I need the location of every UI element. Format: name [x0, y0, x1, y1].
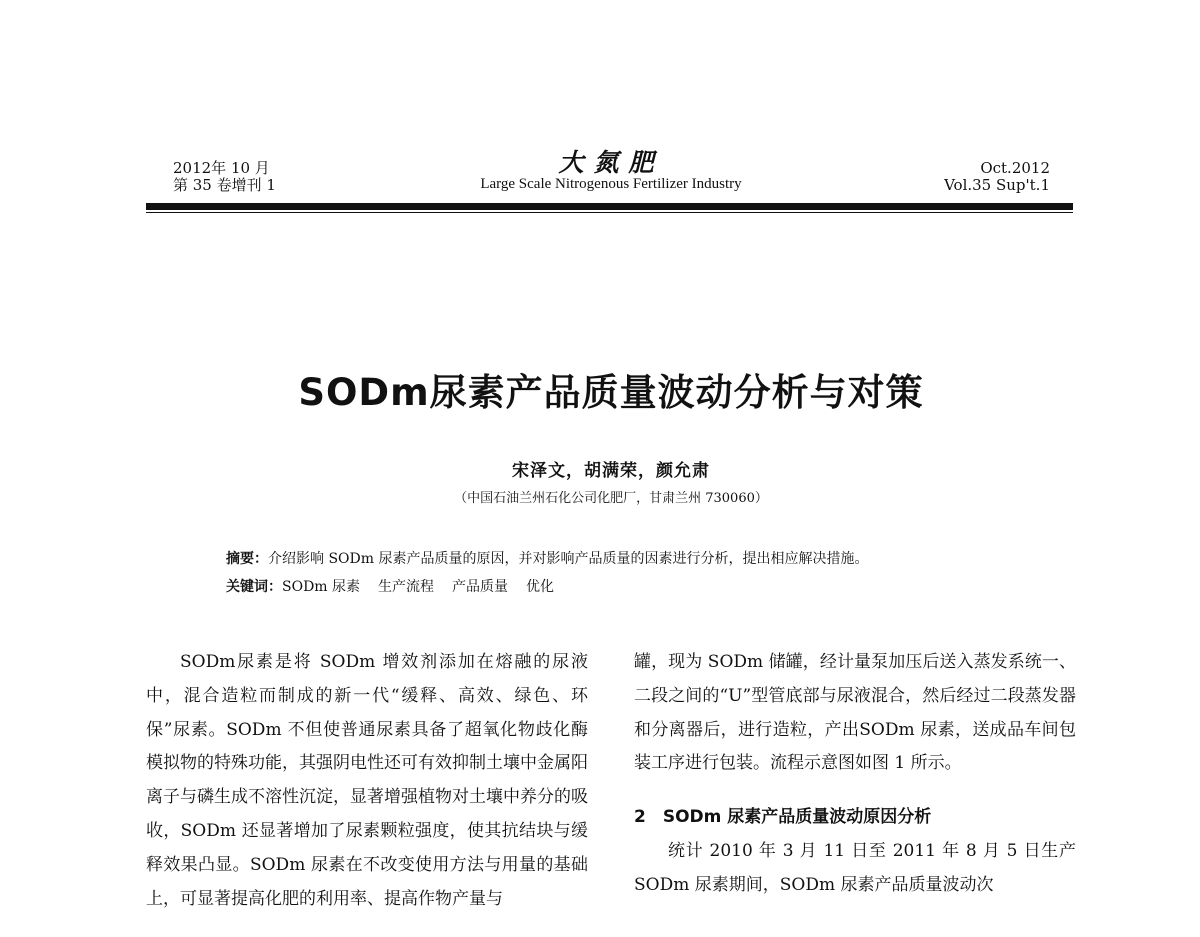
journal-logo: 大氮肥 — [558, 148, 664, 177]
abstract-block — [226, 545, 868, 601]
section-heading: 2 SODm 尿素产品质量波动原因分析 — [634, 807, 932, 828]
keyword: 优化 — [526, 579, 555, 595]
header-date-en: Oct.2012 — [980, 159, 1050, 177]
body-paragraph: 罐，现为 SODm 储罐，经计量泵加压后送入蒸发系统一、二段之间的“U”型管底部与尿液混合，然后经过二段蒸发器和分离器后，进行造粒，产出SODm 尿素，送成品车间包装工序进行包装。流程示意图如图 1 所示。 — [634, 652, 1076, 774]
article-title: SODm尿素产品质量波动分析与对策 — [298, 371, 924, 414]
keyword: 生产流程 — [378, 579, 435, 595]
article-authors: 宋泽文，胡满荣，颜允肃 — [512, 461, 710, 481]
header-issue-info-en — [944, 160, 1050, 194]
abstract-label: 摘要： — [226, 551, 268, 567]
header-date: 2012年 10 月 — [173, 159, 270, 177]
header-volume-en: Vol.35 Sup't.1 — [944, 176, 1050, 194]
body-paragraph: 统计 2010 年 3 月 11 日至 2011 年 8 月 5 日生产 SODm 尿素期间，SODm 尿素产品质量波动次 — [634, 840, 1076, 895]
header-volume: 第 35 卷增刊 1 — [173, 176, 276, 194]
abstract-text: 介绍影响 SODm 尿素产品质量的原因，并对影响产品质量的因素进行分析，提出相应解决措施。 — [268, 551, 869, 567]
keywords-label: 关键词： — [226, 579, 282, 595]
keywords — [226, 573, 868, 601]
body-column-left — [146, 646, 588, 916]
journal-name-en: Large Scale Nitrogenous Fertilizer Industry — [480, 176, 742, 192]
header-rule-thin — [146, 212, 1073, 213]
keyword: 产品质量 — [452, 579, 509, 595]
abstract — [226, 545, 868, 573]
article-affiliation: （中国石油兰州石化公司化肥厂，甘肃兰州 730060） — [454, 491, 768, 506]
body-paragraph: SODm尿素是将 SODm 增效剂添加在熔融的尿液中，混合造粒而制成的新一代“缓释、高效、绿色、环保”尿素。SODm 不但使普通尿素具备了超氧化物歧化酶模拟物的特殊功能，其强阴电性还可有效抑制土壤中金属阳离子与磷生成不溶性沉淀，显著增强植物对土壤中养分的吸收，SODm 还显著增加了尿素颗粒强度，使其抗结块与缓释效果凸显。SODm 尿素在不改变使用方法与用量的基础上，可显著提高化肥的利用率、提高作物产量与 — [146, 652, 588, 909]
keyword: SODm 尿素 — [282, 579, 361, 595]
header-rule-thick — [146, 203, 1073, 210]
body-column-right — [634, 646, 1076, 903]
